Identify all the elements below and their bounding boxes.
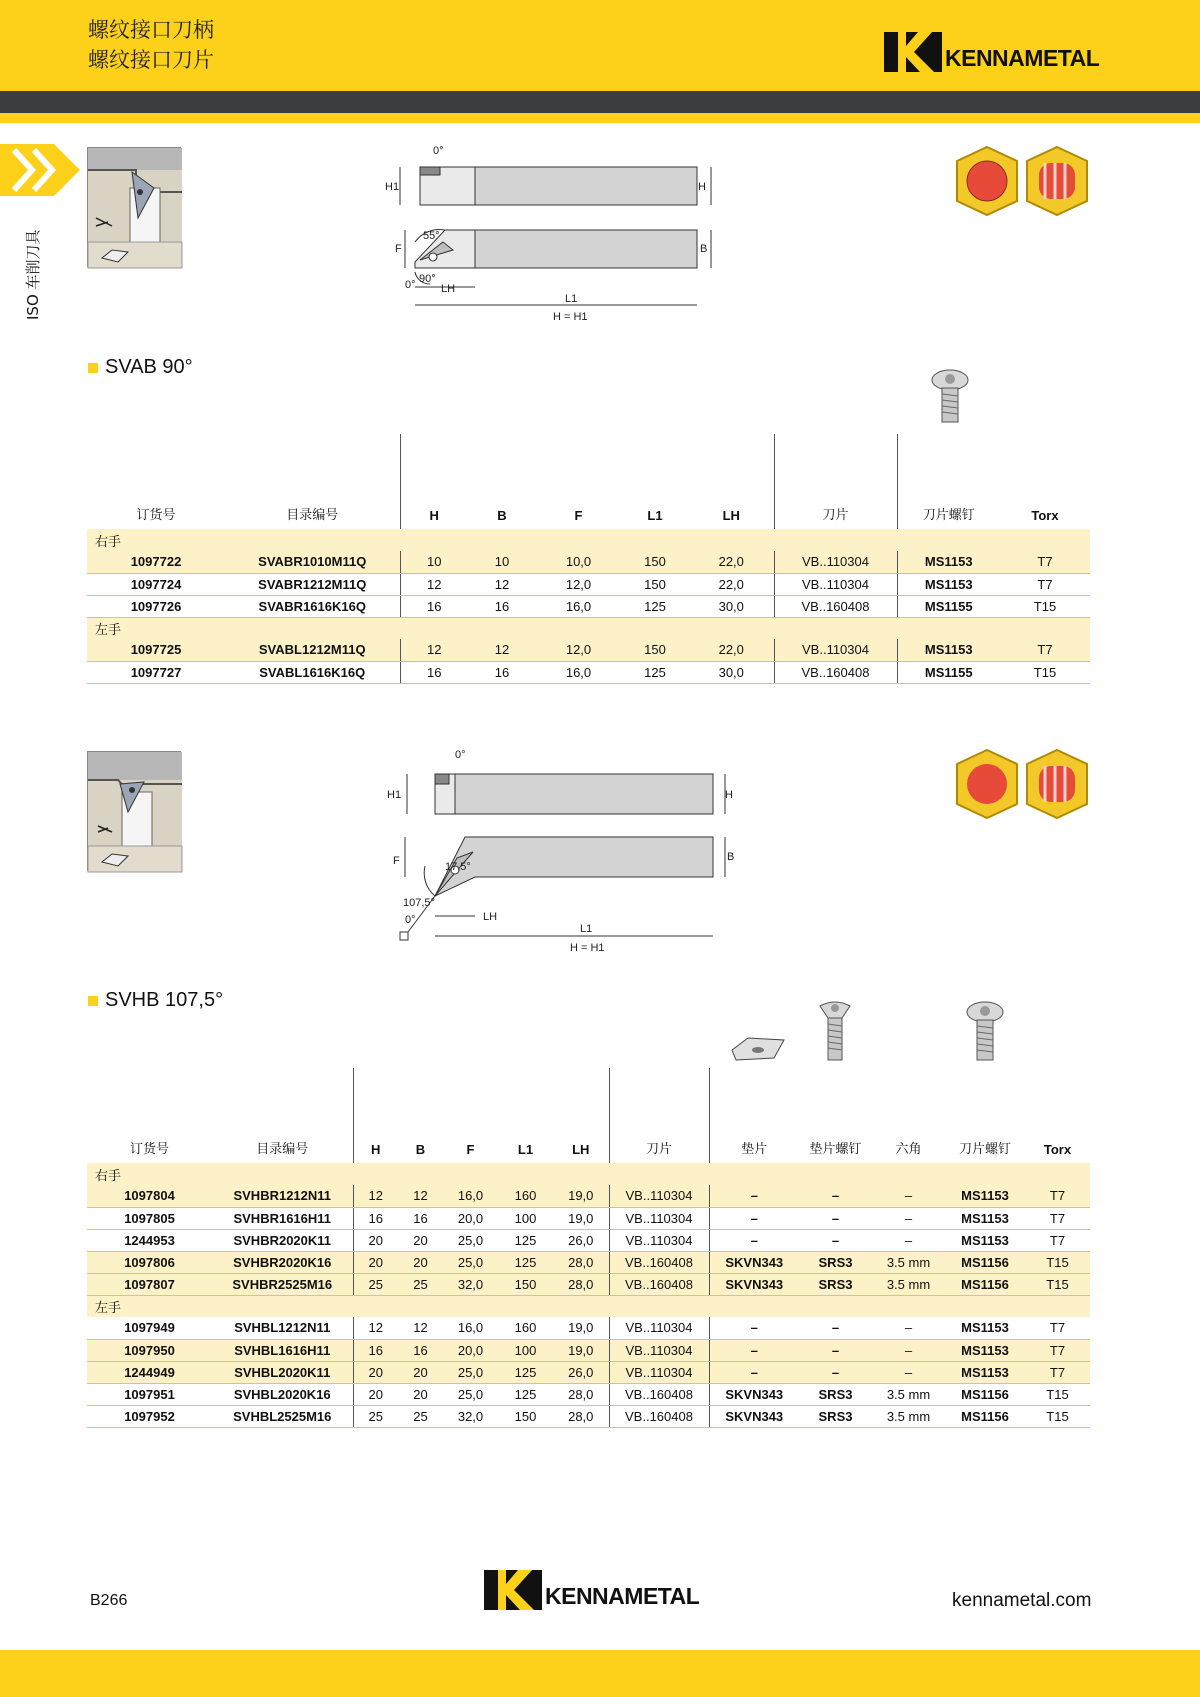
- dim-h: H: [698, 181, 706, 193]
- brand-wordmark: KENNAMETAL: [945, 44, 1100, 71]
- section-marker-icon: [88, 363, 98, 373]
- table-cell: VB..110304: [774, 639, 897, 661]
- table-cell: 28,0: [553, 1405, 609, 1427]
- table-row: [87, 1405, 1090, 1427]
- table-cell: –: [799, 1317, 872, 1339]
- tool-application-thumbnail: [87, 147, 181, 267]
- tool-dimension-drawing: [385, 142, 725, 332]
- table-cell: 20: [353, 1251, 398, 1273]
- table-cell: T7: [1000, 639, 1090, 661]
- table-cell: 26,0: [553, 1229, 609, 1251]
- table-cell: 3.5 mm: [872, 1405, 945, 1427]
- table-cell: SVABR1010M11Q: [225, 551, 400, 573]
- table-cell: 10,0: [536, 551, 621, 573]
- table-cell: 1097804: [87, 1185, 212, 1207]
- col-shim: 垫片: [709, 1068, 799, 1163]
- table-cell: 16: [468, 661, 536, 683]
- brand-logo-footer: [484, 1570, 699, 1610]
- table-cell: –: [709, 1361, 799, 1383]
- table-cell: 12: [468, 639, 536, 661]
- table-cell: T7: [1000, 573, 1090, 595]
- col-catalog-no: 目录编号: [286, 508, 339, 523]
- table-cell: T15: [1000, 661, 1090, 683]
- table-cell: 16: [353, 1207, 398, 1229]
- table-cell: SVHBL2020K11: [212, 1361, 353, 1383]
- table-cell: VB..160408: [774, 595, 897, 617]
- table-cell: 100: [498, 1207, 553, 1229]
- dim-b: B: [727, 851, 735, 863]
- table-cell: SKVN343: [709, 1251, 799, 1273]
- table-cell: 16,0: [536, 661, 621, 683]
- table-cell: T15: [1025, 1383, 1090, 1405]
- table-cell: –: [709, 1185, 799, 1207]
- col-h: H: [353, 1068, 398, 1163]
- table-cell: 1244953: [87, 1229, 212, 1251]
- table-cell: 20: [353, 1361, 398, 1383]
- table-cell: 28,0: [553, 1251, 609, 1273]
- table-cell: –: [799, 1361, 872, 1383]
- table-cell: 22,0: [689, 639, 774, 661]
- table-cell: 25,0: [443, 1361, 498, 1383]
- table-cell: SKVN343: [709, 1383, 799, 1405]
- table-cell: SVABR1212M11Q: [225, 573, 400, 595]
- col-insert: 刀片: [609, 1068, 709, 1163]
- col-b: B: [415, 1142, 426, 1157]
- dim-formula: H = H1: [553, 311, 588, 323]
- table-cell: –: [799, 1185, 872, 1207]
- table-cell: T15: [1025, 1405, 1090, 1427]
- table-cell: 125: [621, 661, 689, 683]
- table-cell: –: [872, 1207, 945, 1229]
- table-cell: 1097724: [87, 573, 225, 595]
- table-cell: VB..110304: [774, 573, 897, 595]
- table-cell: 125: [498, 1251, 553, 1273]
- tool-dimension-drawing: [387, 746, 735, 958]
- table-cell: SVABL1616K16Q: [225, 661, 400, 683]
- col-f: F: [574, 508, 583, 523]
- table-cell: SVHBL1212N11: [212, 1317, 353, 1339]
- table-cell: 20: [398, 1251, 443, 1273]
- table-cell: MS1153: [945, 1317, 1025, 1339]
- insert-screw-icon: [965, 1000, 1005, 1064]
- col-insert-screw: 刀片螺钉: [897, 434, 1000, 529]
- brand-wordmark: KENNAMETAL: [545, 1582, 700, 1609]
- table-cell: 16: [400, 661, 468, 683]
- table-cell: –: [799, 1339, 872, 1361]
- col-insert-screw: 刀片螺钉: [958, 1142, 1011, 1157]
- table-cell: SVABR1616K16Q: [225, 595, 400, 617]
- header-divider-band: [0, 91, 1200, 113]
- table-row: [87, 1361, 1090, 1383]
- col-h: H: [400, 434, 468, 529]
- section1-title: [88, 356, 193, 379]
- table-cell: 1097950: [87, 1339, 212, 1361]
- dim-angle-107: 107,5°: [403, 897, 435, 909]
- page-number: B266: [90, 1592, 128, 1609]
- table-cell: 3.5 mm: [872, 1383, 945, 1405]
- col-f: F: [466, 1142, 475, 1157]
- group-row: [87, 617, 1090, 639]
- table-cell: 22,0: [689, 573, 774, 595]
- col-l1: L1: [647, 508, 663, 523]
- table-cell: 160: [498, 1317, 553, 1339]
- table-cell: 3.5 mm: [872, 1251, 945, 1273]
- col-hex: 六角: [895, 1142, 922, 1157]
- table-cell: 12,0: [536, 639, 621, 661]
- table-cell: T15: [1025, 1273, 1090, 1295]
- table-cell: –: [872, 1317, 945, 1339]
- dim-angle-top: 0°: [455, 749, 466, 761]
- table-cell: 20,0: [443, 1207, 498, 1229]
- page-title-line2: 螺纹接口刀片: [88, 48, 214, 72]
- table-cell: –: [709, 1207, 799, 1229]
- table-cell: 150: [621, 639, 689, 661]
- dim-h: H: [725, 789, 733, 801]
- table-cell: 1097727: [87, 661, 225, 683]
- table-cell: 16,0: [443, 1185, 498, 1207]
- shim-screw-icon: [818, 1000, 852, 1064]
- dim-angle-0: 0°: [405, 914, 416, 926]
- table-cell: 10: [468, 551, 536, 573]
- table-cell: 125: [498, 1361, 553, 1383]
- table-cell: 16: [468, 595, 536, 617]
- dim-l1: L1: [565, 293, 578, 305]
- dim-angle-90: 90°: [419, 273, 436, 285]
- table-cell: SVHBR2525M16: [212, 1273, 353, 1295]
- table-cell: 20: [398, 1229, 443, 1251]
- dim-formula: H = H1: [570, 942, 605, 954]
- table-cell: 28,0: [553, 1273, 609, 1295]
- table-cell: 26,0: [553, 1361, 609, 1383]
- hand-group-label: 右手: [87, 529, 1090, 551]
- dim-f: F: [393, 855, 400, 867]
- table-cell: VB..110304: [609, 1361, 709, 1383]
- table-cell: 25,0: [443, 1229, 498, 1251]
- table-cell: SVHBL2020K16: [212, 1383, 353, 1405]
- table-cell: MS1153: [945, 1339, 1025, 1361]
- table-cell: 19,0: [553, 1185, 609, 1207]
- table-cell: 22,0: [689, 551, 774, 573]
- table-row: [87, 1207, 1090, 1229]
- table-cell: MS1153: [945, 1207, 1025, 1229]
- table-cell: 1097806: [87, 1251, 212, 1273]
- table-cell: 16,0: [443, 1317, 498, 1339]
- kennametal-k-icon: [884, 32, 942, 72]
- table-cell: SVABL1212M11Q: [225, 639, 400, 661]
- table-cell: T7: [1025, 1207, 1090, 1229]
- table-cell: VB..110304: [609, 1229, 709, 1251]
- table-cell: 19,0: [553, 1339, 609, 1361]
- table-row: [87, 1339, 1090, 1361]
- table-cell: T15: [1025, 1251, 1090, 1273]
- table-cell: –: [872, 1339, 945, 1361]
- table-cell: SRS3: [799, 1405, 872, 1427]
- col-b: B: [497, 508, 507, 523]
- col-torx: Torx: [1043, 1142, 1072, 1157]
- table-header-row: [87, 1068, 1090, 1163]
- table-cell: 1097951: [87, 1383, 212, 1405]
- table-cell: 30,0: [689, 661, 774, 683]
- table-cell: 25: [398, 1273, 443, 1295]
- table-cell: T15: [1000, 595, 1090, 617]
- material-hex-icons: [953, 746, 1093, 826]
- table-row: [87, 1383, 1090, 1405]
- hand-group-label: 左手: [87, 1295, 1090, 1317]
- dim-f: F: [395, 243, 402, 255]
- col-order-no: 订货号: [129, 1142, 169, 1157]
- table-cell: T7: [1025, 1229, 1090, 1251]
- table-cell: 25: [353, 1273, 398, 1295]
- website-link[interactable]: kennametal.com: [952, 1590, 1092, 1611]
- footer-band: [0, 1650, 1200, 1697]
- table-row: [87, 595, 1090, 617]
- table-cell: –: [709, 1317, 799, 1339]
- table-cell: MS1153: [897, 551, 1000, 573]
- table-row: [87, 1185, 1090, 1207]
- table-cell: MS1155: [897, 595, 1000, 617]
- table-cell: 160: [498, 1185, 553, 1207]
- tool-application-thumbnail: [87, 751, 181, 871]
- dim-h1: H1: [385, 181, 400, 193]
- table-cell: T7: [1025, 1185, 1090, 1207]
- table-cell: VB..110304: [609, 1339, 709, 1361]
- table-cell: SRS3: [799, 1273, 872, 1295]
- table-cell: T7: [1000, 551, 1090, 573]
- table-cell: 12: [398, 1185, 443, 1207]
- col-insert: 刀片: [774, 434, 897, 529]
- hand-group-label: 左手: [87, 617, 1090, 639]
- table-cell: 125: [498, 1383, 553, 1405]
- table-cell: T7: [1025, 1339, 1090, 1361]
- table-cell: 1097805: [87, 1207, 212, 1229]
- table-cell: MS1153: [945, 1361, 1025, 1383]
- side-section-label: ISO 车削刀具: [24, 229, 42, 320]
- table-cell: VB..160408: [609, 1405, 709, 1427]
- table-cell: 150: [498, 1405, 553, 1427]
- table-cell: 1097726: [87, 595, 225, 617]
- table-cell: MS1156: [945, 1405, 1025, 1427]
- table-cell: MS1153: [945, 1185, 1025, 1207]
- table-row: [87, 639, 1090, 661]
- table-cell: VB..110304: [609, 1317, 709, 1339]
- table-cell: SVHBR2020K16: [212, 1251, 353, 1273]
- table-cell: 20,0: [443, 1339, 498, 1361]
- brand-logo: [884, 32, 1099, 72]
- insert-screw-icon: [930, 368, 970, 428]
- table-row: [87, 573, 1090, 595]
- table-cell: 16: [398, 1207, 443, 1229]
- table-cell: MS1155: [897, 661, 1000, 683]
- table-cell: SRS3: [799, 1251, 872, 1273]
- table-cell: 125: [498, 1229, 553, 1251]
- dim-b: B: [700, 243, 708, 255]
- shim-icon: [728, 1030, 788, 1064]
- table-row: [87, 1229, 1090, 1251]
- table-cell: T7: [1025, 1317, 1090, 1339]
- group-row: [87, 1163, 1090, 1185]
- kennametal-k-icon: [484, 1570, 542, 1610]
- table-cell: SVHBL1616H11: [212, 1339, 353, 1361]
- dim-angle-top: 0°: [433, 145, 444, 157]
- table-row: [87, 1273, 1090, 1295]
- table-cell: MS1153: [945, 1229, 1025, 1251]
- col-lh: LH: [572, 1142, 590, 1157]
- table-cell: 19,0: [553, 1207, 609, 1229]
- table-cell: 30,0: [689, 595, 774, 617]
- dim-angle-0: 0°: [405, 279, 416, 291]
- table-cell: 3.5 mm: [872, 1273, 945, 1295]
- table-row: [87, 661, 1090, 683]
- table-cell: SRS3: [799, 1383, 872, 1405]
- section2-title: [88, 989, 223, 1012]
- col-l1: L1: [517, 1142, 534, 1157]
- table-cell: –: [709, 1229, 799, 1251]
- dim-lh: LH: [483, 911, 498, 923]
- table-cell: –: [799, 1229, 872, 1251]
- table-cell: MS1156: [945, 1383, 1025, 1405]
- col-torx: Torx: [1031, 508, 1059, 523]
- table-cell: 12: [468, 573, 536, 595]
- hand-group-label: 右手: [87, 1163, 1090, 1185]
- section-marker-icon: [88, 996, 98, 1006]
- table-cell: T7: [1025, 1361, 1090, 1383]
- table-cell: MS1153: [897, 639, 1000, 661]
- table-cell: 25,0: [443, 1251, 498, 1273]
- table-cell: 150: [621, 551, 689, 573]
- table-cell: MS1156: [945, 1273, 1025, 1295]
- table-cell: 28,0: [553, 1383, 609, 1405]
- dim-angle-17: 17,5°: [445, 861, 471, 873]
- table-cell: 25,0: [443, 1383, 498, 1405]
- table-cell: 16: [400, 595, 468, 617]
- table-cell: SVHBL2525M16: [212, 1405, 353, 1427]
- table-cell: 16: [353, 1339, 398, 1361]
- table-cell: SKVN343: [709, 1273, 799, 1295]
- header-accent-strip: [0, 113, 1200, 123]
- table-row: [87, 1251, 1090, 1273]
- group-row: [87, 1295, 1090, 1317]
- table-cell: VB..160408: [609, 1251, 709, 1273]
- table-cell: 32,0: [443, 1405, 498, 1427]
- table-cell: 12: [398, 1317, 443, 1339]
- table-cell: MS1153: [897, 573, 1000, 595]
- table-header-row: [87, 434, 1090, 529]
- table-cell: MS1156: [945, 1251, 1025, 1273]
- group-row: [87, 529, 1090, 551]
- table-cell: 19,0: [553, 1317, 609, 1339]
- table-cell: 125: [621, 595, 689, 617]
- dim-h1: H1: [387, 789, 402, 801]
- table-row: [87, 551, 1090, 573]
- svhb-spec-table: [87, 1068, 1090, 1428]
- dim-angle-55: 55°: [423, 230, 440, 242]
- table-cell: 10: [400, 551, 468, 573]
- table-cell: SVHBR2020K11: [212, 1229, 353, 1251]
- table-cell: SVHBR1616H11: [212, 1207, 353, 1229]
- col-shim-screw: 垫片螺钉: [809, 1142, 862, 1157]
- table-cell: 12,0: [536, 573, 621, 595]
- page-title-line1: 螺纹接口刀柄: [88, 18, 214, 42]
- table-cell: 12: [400, 639, 468, 661]
- table-cell: 100: [498, 1339, 553, 1361]
- table-cell: –: [709, 1339, 799, 1361]
- col-order-no: 订货号: [136, 508, 176, 523]
- table-cell: 16,0: [536, 595, 621, 617]
- table-cell: 20: [353, 1383, 398, 1405]
- table-cell: 20: [398, 1361, 443, 1383]
- table-cell: 16: [398, 1339, 443, 1361]
- table-cell: –: [799, 1207, 872, 1229]
- table-cell: 150: [498, 1273, 553, 1295]
- table-cell: VB..110304: [774, 551, 897, 573]
- table-cell: 1097722: [87, 551, 225, 573]
- table-cell: 32,0: [443, 1273, 498, 1295]
- table-cell: 12: [353, 1317, 398, 1339]
- material-hex-icons: [953, 143, 1093, 223]
- svab-spec-table: [87, 434, 1090, 684]
- table-cell: 1097952: [87, 1405, 212, 1427]
- table-cell: 20: [398, 1383, 443, 1405]
- table-cell: 12: [353, 1185, 398, 1207]
- table-cell: –: [872, 1361, 945, 1383]
- table-cell: –: [872, 1229, 945, 1251]
- table-cell: 1244949: [87, 1361, 212, 1383]
- table-cell: 25: [353, 1405, 398, 1427]
- col-lh: LH: [722, 508, 740, 523]
- table-row: [87, 1317, 1090, 1339]
- section1-title-text: SVAB 90°: [105, 356, 193, 378]
- table-cell: VB..110304: [609, 1185, 709, 1207]
- section2-title-text: SVHB 107,5°: [105, 989, 224, 1011]
- col-catalog-no: 目录编号: [256, 1142, 309, 1157]
- table-cell: SVHBR1212N11: [212, 1185, 353, 1207]
- table-cell: 1097725: [87, 639, 225, 661]
- dim-l1: L1: [580, 923, 593, 935]
- chevron-arrow-icon: [0, 144, 80, 196]
- table-cell: VB..160408: [609, 1273, 709, 1295]
- table-cell: VB..110304: [609, 1207, 709, 1229]
- table-cell: 1097807: [87, 1273, 212, 1295]
- table-cell: VB..160408: [774, 661, 897, 683]
- table-cell: 150: [621, 573, 689, 595]
- table-cell: 1097949: [87, 1317, 212, 1339]
- table-cell: –: [872, 1185, 945, 1207]
- table-cell: SKVN343: [709, 1405, 799, 1427]
- table-cell: 20: [353, 1229, 398, 1251]
- table-cell: 12: [400, 573, 468, 595]
- table-cell: 25: [398, 1405, 443, 1427]
- table-cell: VB..160408: [609, 1383, 709, 1405]
- dim-lh: LH: [441, 283, 456, 295]
